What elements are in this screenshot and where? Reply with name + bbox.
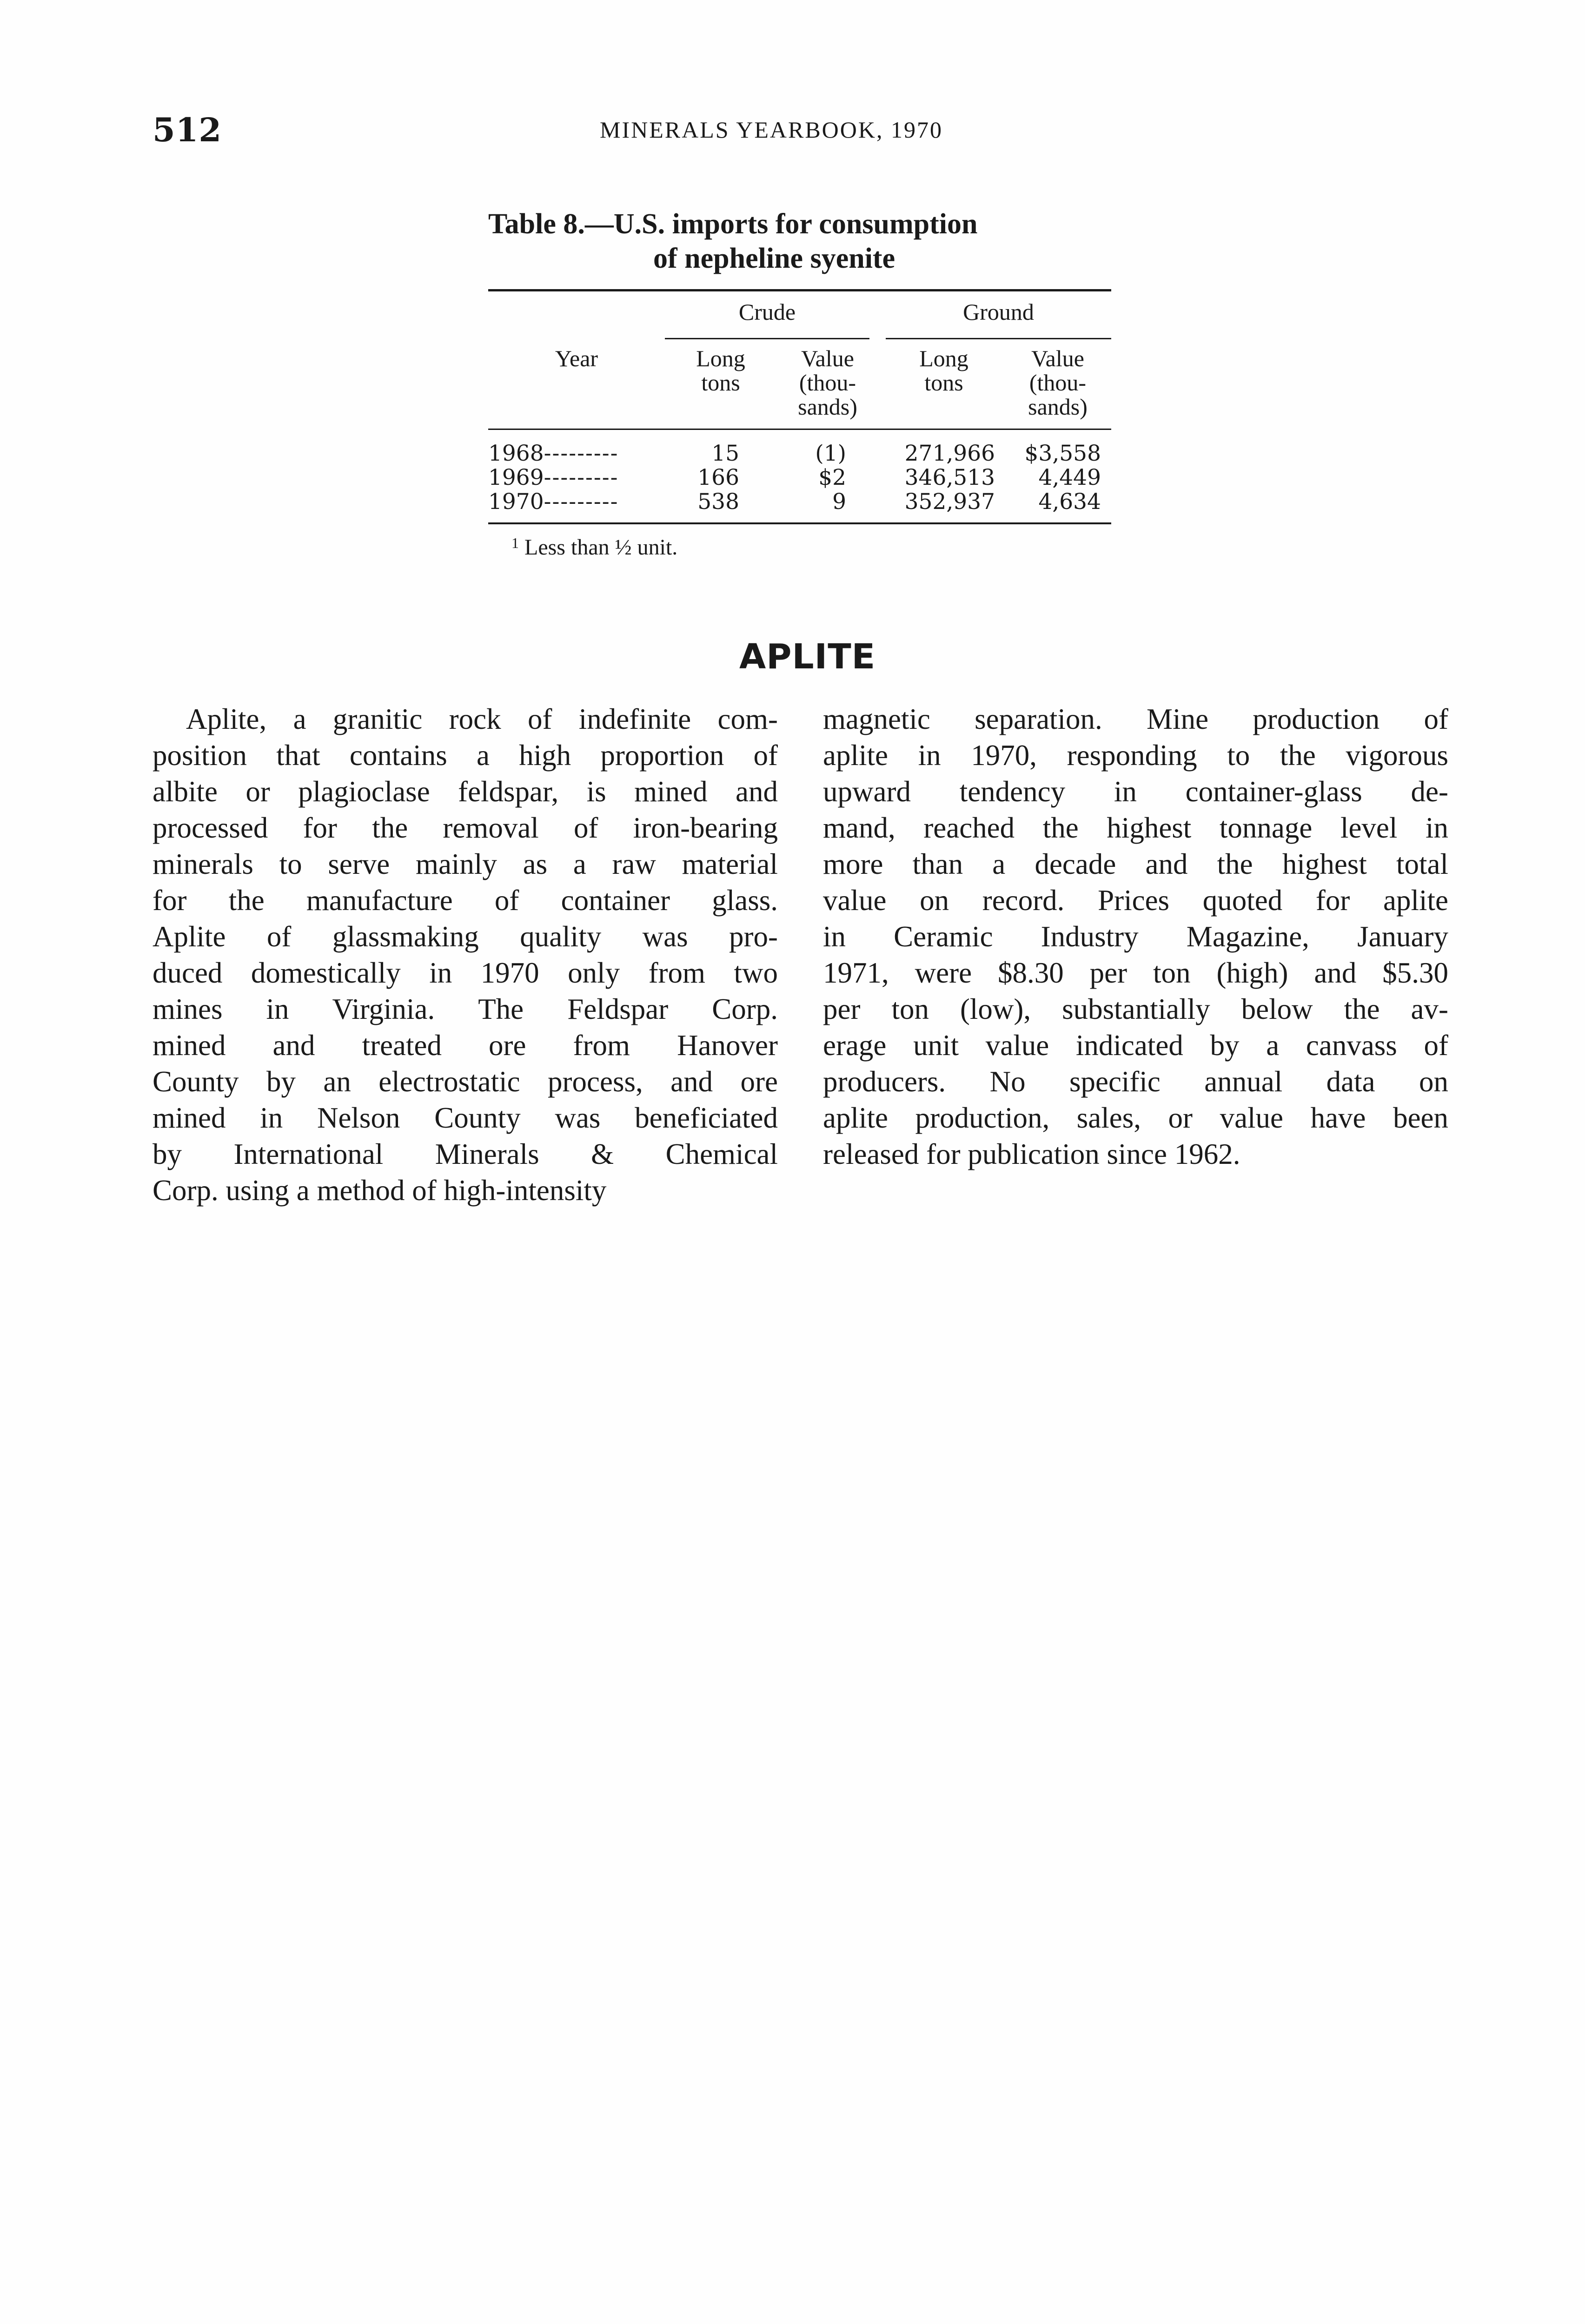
row-ground-tons: 352,937: [904, 489, 995, 515]
crude-group-rule: [665, 338, 869, 339]
running-head: MINERALS YEARBOOK, 1970: [600, 117, 943, 143]
header-crude: Crude: [738, 299, 796, 325]
table-bottom-rule: [488, 522, 1111, 524]
row-crude-value: 9: [832, 489, 846, 515]
body-text-line: mand, reached the highest tonnage level in: [823, 812, 1448, 844]
table-title-line1: Table 8.—U.S. imports for consumption: [488, 208, 978, 240]
header-crude-long: Long: [696, 345, 745, 371]
body-text-line: in Ceramic Industry Magazine, January: [823, 920, 1448, 953]
body-text-line: per ton (low), substantially below the av-: [823, 993, 1448, 1025]
body-text-line: minerals to serve mainly as a raw material: [153, 848, 778, 880]
table-footnote: [511, 535, 677, 560]
header-ground-value: [1009, 346, 1107, 419]
table-title-line2: of nepheline syenite: [653, 243, 895, 274]
header-ground-tons: tons: [924, 370, 963, 396]
header-crude-value-l2: (thou-: [799, 370, 856, 396]
body-text-line: mined and treated ore from Hanover: [153, 1029, 778, 1062]
row-crude-tons: 538: [697, 489, 739, 515]
header-ground-value-l1: Value: [1031, 345, 1084, 371]
body-text-line: by International Minerals & Chemical: [153, 1138, 778, 1170]
table-title: [488, 207, 1116, 276]
ground-group-rule: [886, 338, 1111, 339]
body-column-left: [153, 701, 778, 1208]
body-text-line: Aplite, a granitic rock of indefinite com-: [186, 703, 778, 735]
row-ground-value: 4,449: [1038, 465, 1101, 490]
header-ground-value-l3: sands): [1028, 394, 1088, 420]
body-text-line: for the manufacture of container glass.: [153, 884, 778, 917]
body-text-line: upward tendency in container-glass de-: [823, 775, 1448, 808]
body-text-line: aplite in 1970, responding to the vigorous: [823, 739, 1448, 772]
row-ground-tons: 271,966: [904, 441, 995, 466]
body-text-line: albite or plagioclase feldspar, is mined and: [153, 775, 778, 808]
footnote-mark: 1: [511, 535, 519, 551]
header-crude-long-tons: [665, 346, 776, 395]
dot-leader: ---------: [544, 489, 619, 515]
header-crude-value-l1: Value: [801, 345, 854, 371]
body-text-line: more than a decade and the highest total: [823, 848, 1448, 880]
row-year: 1968---------: [488, 441, 619, 466]
body-text-line: Aplite of glassmaking quality was pro-: [153, 920, 778, 953]
header-ground-long-tons: [888, 346, 1000, 395]
header-crude-tons: tons: [701, 370, 740, 396]
row-crude-tons: 166: [697, 465, 739, 490]
header-ground-long: Long: [919, 345, 968, 371]
body-text-line: magnetic separation. Mine production of: [823, 703, 1448, 735]
body-text-line: processed for the removal of iron-bearing: [153, 812, 778, 844]
footnote-text: Less than ½ unit.: [524, 535, 678, 560]
body-text-line: released for publication since 1962.: [823, 1138, 1240, 1170]
row-crude-tons: 15: [711, 441, 739, 466]
header-year: Year: [555, 345, 598, 371]
header-crude-value-l3: sands): [798, 394, 857, 420]
body-column-right: [823, 701, 1448, 1172]
table-header-rule: [488, 429, 1111, 430]
body-text-line: mines in Virginia. The Feldspar Corp.: [153, 993, 778, 1025]
row-crude-value: $2: [818, 465, 846, 490]
dot-leader: ---------: [544, 465, 619, 490]
table-top-rule: [488, 289, 1111, 291]
body-text-line: 1971, were $8.30 per ton (high) and $5.30: [823, 957, 1448, 989]
body-text-line: mined in Nelson County was beneficiated: [153, 1102, 778, 1134]
dot-leader: ---------: [544, 441, 619, 466]
body-text-line: Corp. using a method of high-intensity: [153, 1174, 607, 1207]
row-ground-tons: 346,513: [904, 465, 995, 490]
header-ground: Ground: [963, 299, 1034, 325]
body-text-line: aplite production, sales, or value have been: [823, 1102, 1448, 1134]
header-ground-value-l2: (thou-: [1029, 370, 1087, 396]
section-title: APLITE: [739, 637, 876, 677]
body-text-line: erage unit value indicated by a canvass of: [823, 1029, 1448, 1062]
row-year: 1970---------: [488, 489, 619, 515]
row-ground-value: $3,558: [1024, 441, 1101, 466]
page-number: 512: [153, 111, 222, 149]
row-ground-value: 4,634: [1038, 489, 1101, 515]
body-text-line: County by an electrostatic process, and ore: [153, 1065, 778, 1098]
header-crude-value: [781, 346, 874, 419]
body-text-line: producers. No specific annual data on: [823, 1065, 1448, 1098]
body-text-line: duced domestically in 1970 only from two: [153, 957, 778, 989]
row-year: 1969---------: [488, 465, 619, 490]
body-text-line: position that contains a high proportion of: [153, 739, 778, 772]
row-crude-value: (1): [815, 441, 846, 466]
body-text-line: value on record. Prices quoted for aplite: [823, 884, 1448, 917]
